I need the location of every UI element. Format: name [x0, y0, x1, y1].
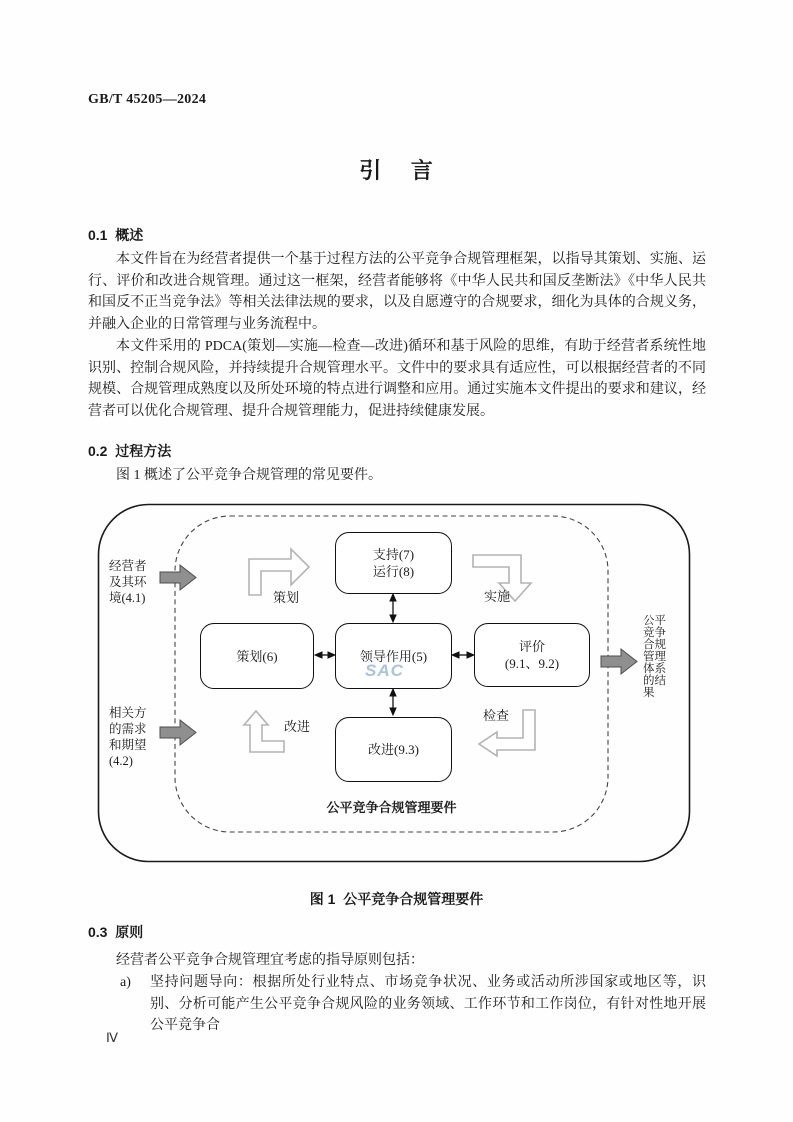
- label-stakeholder-line1: 相关方: [109, 706, 147, 720]
- connector-support-leadership: [390, 594, 396, 622]
- label-results-line6: 的结: [643, 675, 666, 687]
- paragraph-0-1-a: 本文件旨在为经营者提供一个基于过程方法的公平竞争合规管理框架，以指导其策划、实施、运行、评价和改进合规管理。通过这一框架，经营者能够将《中华人民共和国反垄断法》《中华人民共和国反不正当竞争法》等相关法律法规的要求，以及自愿遵守的合规要求，细化为具体的合规义务，并融入企业的日常管理与业务流程中。: [88, 252, 706, 332]
- figure-inner-caption: 公平竞争合规管理要件: [326, 800, 457, 815]
- principle-item-a: [88, 972, 706, 1037]
- standard-number: GB/T 45205—2024: [88, 92, 207, 107]
- label-results-line3: 合规: [643, 639, 666, 651]
- flow-label-plan: 策划: [273, 590, 300, 605]
- figure-1-diagram: [97, 503, 691, 863]
- bent-arrow-improve: [244, 711, 284, 752]
- box-evaluation-line1: 评价: [518, 639, 545, 654]
- input-arrow-operator: [160, 565, 196, 590]
- label-results-line7: 果: [643, 687, 655, 699]
- label-results-line1: 公平: [643, 615, 666, 627]
- box-support-line2: 运行(8): [372, 564, 415, 579]
- box-planning-label: 策划(6): [236, 648, 278, 664]
- box-evaluation-line2: (9.1、9.2): [504, 656, 560, 671]
- connector-plan-leadership: [315, 652, 335, 658]
- paragraph-0-2: 图 1 概述了公平竞争合规管理的常见要件。: [116, 468, 382, 483]
- box-improvement: [335, 717, 452, 782]
- label-operator-environment: [109, 558, 147, 606]
- box-support-operation: [335, 532, 452, 594]
- label-operator-line2: 及其环: [109, 575, 147, 589]
- paragraph-0-1-b: 本文件采用的 PDCA(策划—实施—检查—改进)循环和基于风险的思维，有助于经营者系统性地识别、控制合规风险，并持续提升合规管理水平。文件中的要求具有适应性，可以根据经营者的不同规模、合规管理成熟度以及所处环境的特点进行调整和应用。通过实施本文件提出的要求和建议，经营者可以优化合规管理、提升合规管理能力，促进持续健康发展。: [88, 339, 706, 419]
- page-title: 引 言: [359, 158, 434, 183]
- label-stakeholder-line4: (4.2): [109, 754, 133, 768]
- box-improvement-label: 改进(9.3): [368, 742, 419, 757]
- label-operator-line1: 经营者: [109, 559, 147, 573]
- connector-leadership-improve: [390, 689, 396, 715]
- label-stakeholder-needs: [109, 705, 147, 769]
- label-operator-line3: 境(4.1): [109, 591, 146, 605]
- section-heading-0-3: 0.3 原则: [88, 924, 144, 940]
- section-heading-0-1: 0.1 概述: [88, 227, 144, 243]
- label-system-results: [643, 615, 666, 699]
- principle-item-a-text: 坚持问题导向：根据所处行业特点、市场竞争状况、业务或活动所涉国家或地区等，识别、分析可能产生公平竞争合规风险的业务领域、工作环节和工作岗位，有针对性地开展公平竞争合: [150, 975, 706, 1033]
- flow-label-improve: 改进: [284, 719, 311, 734]
- paragraph-0-3-intro: 经营者公平竞争合规管理宜考虑的指导原则包括：: [116, 953, 424, 968]
- label-results-line4: 管理: [643, 651, 666, 663]
- flow-label-check: 检查: [483, 708, 510, 723]
- box-evaluation: [474, 623, 590, 687]
- connector-leadership-evaluate: [452, 652, 474, 658]
- flow-label-implement: 实施: [484, 589, 511, 604]
- page-number: Ⅳ: [106, 1030, 118, 1045]
- input-arrow-stakeholder: [160, 720, 196, 745]
- box-leadership-label: 领导作用(5): [359, 648, 428, 664]
- box-support-line1: 支持(7): [372, 547, 415, 562]
- output-arrow-results: [601, 649, 637, 674]
- figure-caption: 图 1 公平竞争合规管理要件: [309, 891, 484, 907]
- principle-item-a-marker: a): [120, 975, 131, 990]
- label-stakeholder-line3: 和期望: [109, 738, 147, 752]
- box-planning: [200, 623, 314, 689]
- sac-watermark: SAC: [365, 661, 404, 680]
- label-results-line5: 体系: [643, 663, 666, 675]
- label-results-line2: 竞争: [643, 627, 666, 639]
- section-heading-0-2: 0.2 过程方法: [88, 443, 172, 459]
- label-stakeholder-line2: 的需求: [109, 722, 147, 736]
